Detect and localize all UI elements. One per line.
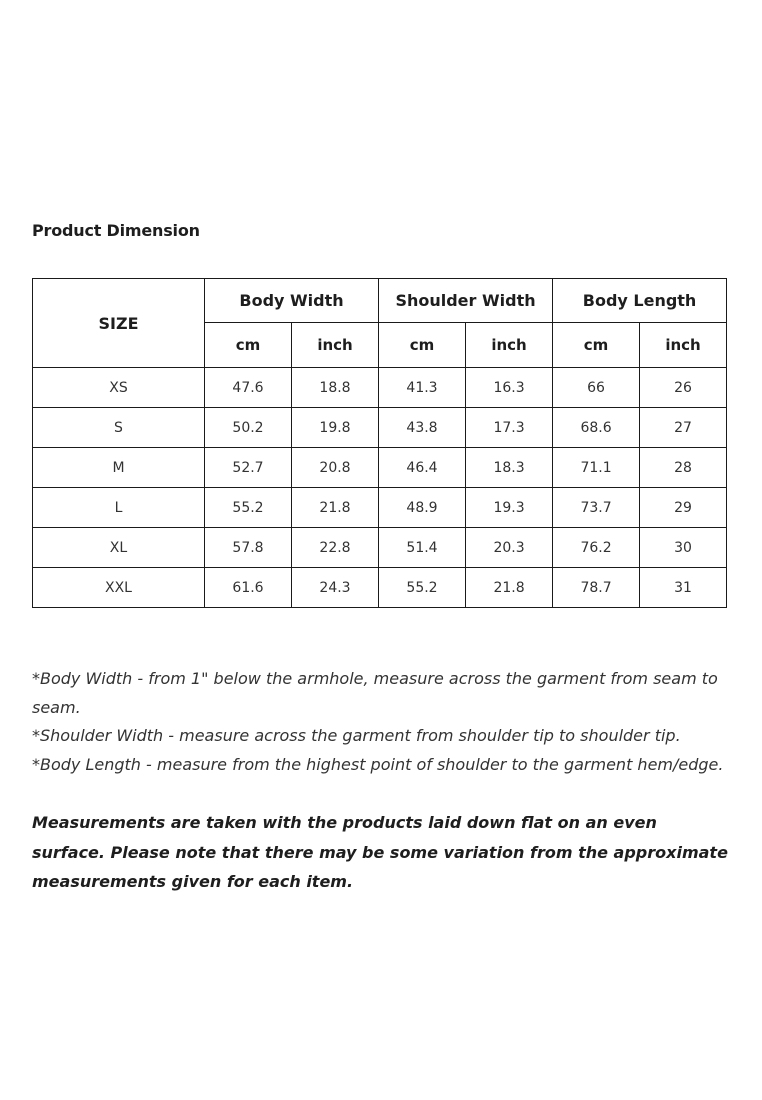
- table-cell: 26: [640, 368, 727, 408]
- measurement-notes: [32, 665, 732, 779]
- table-cell: 71.1: [553, 448, 640, 488]
- size-column-header: SIZE: [33, 279, 205, 368]
- unit-header: inch: [292, 323, 379, 368]
- table-row: [33, 488, 727, 528]
- unit-header: inch: [640, 323, 727, 368]
- size-chart-table: [32, 278, 727, 608]
- table-cell: 17.3: [466, 408, 553, 448]
- table-cell: 51.4: [379, 528, 466, 568]
- table-cell: 68.6: [553, 408, 640, 448]
- table-cell: 20.3: [466, 528, 553, 568]
- table-row: [33, 448, 727, 488]
- page-title: Product Dimension: [32, 221, 200, 240]
- unit-header: cm: [553, 323, 640, 368]
- table-cell: 21.8: [292, 488, 379, 528]
- table-cell: 18.3: [466, 448, 553, 488]
- shoulder-width-header: Shoulder Width: [379, 279, 553, 323]
- table-header-row: [33, 279, 727, 323]
- unit-header: inch: [466, 323, 553, 368]
- table-cell: 47.6: [205, 368, 292, 408]
- table-row: [33, 408, 727, 448]
- size-cell: XL: [33, 528, 205, 568]
- table-cell: 55.2: [205, 488, 292, 528]
- table-cell: 52.7: [205, 448, 292, 488]
- table-cell: 57.8: [205, 528, 292, 568]
- table-cell: 31: [640, 568, 727, 608]
- table-cell: 66: [553, 368, 640, 408]
- table-cell: 21.8: [466, 568, 553, 608]
- body-length-header: Body Length: [553, 279, 727, 323]
- unit-header: cm: [379, 323, 466, 368]
- table-cell: 27: [640, 408, 727, 448]
- table-cell: 30: [640, 528, 727, 568]
- table-cell: 61.6: [205, 568, 292, 608]
- table-cell: 50.2: [205, 408, 292, 448]
- table-cell: 43.8: [379, 408, 466, 448]
- table-cell: 19.3: [466, 488, 553, 528]
- unit-header: cm: [205, 323, 292, 368]
- table-cell: 16.3: [466, 368, 553, 408]
- table-cell: 73.7: [553, 488, 640, 528]
- table-cell: 46.4: [379, 448, 466, 488]
- body-width-header: Body Width: [205, 279, 379, 323]
- table-cell: 48.9: [379, 488, 466, 528]
- measurement-disclaimer: Measurements are taken with the products laid down flat on an even surface. Please note that there may be some variation from the approximate measurements given for each item.: [32, 813, 728, 891]
- body-width-note: *Body Width - from 1" below the armhole, measure across the garment from seam to seam.: [32, 669, 718, 717]
- table-cell: 22.8: [292, 528, 379, 568]
- size-cell: S: [33, 408, 205, 448]
- table-cell: 28: [640, 448, 727, 488]
- table-cell: 18.8: [292, 368, 379, 408]
- size-cell: XXL: [33, 568, 205, 608]
- table-row: [33, 528, 727, 568]
- table-row: [33, 368, 727, 408]
- table-cell: 78.7: [553, 568, 640, 608]
- table-row: [33, 568, 727, 608]
- body-length-note: *Body Length - measure from the highest point of shoulder to the garment hem/edge.: [32, 754, 724, 774]
- table-cell: 20.8: [292, 448, 379, 488]
- table-cell: 76.2: [553, 528, 640, 568]
- size-cell: M: [33, 448, 205, 488]
- shoulder-width-note: *Shoulder Width - measure across the garment from shoulder tip to shoulder tip.: [32, 726, 681, 745]
- table-cell: 19.8: [292, 408, 379, 448]
- table-cell: 41.3: [379, 368, 466, 408]
- size-cell: L: [33, 488, 205, 528]
- table-cell: 24.3: [292, 568, 379, 608]
- table-cell: 29: [640, 488, 727, 528]
- size-cell: XS: [33, 368, 205, 408]
- table-cell: 55.2: [379, 568, 466, 608]
